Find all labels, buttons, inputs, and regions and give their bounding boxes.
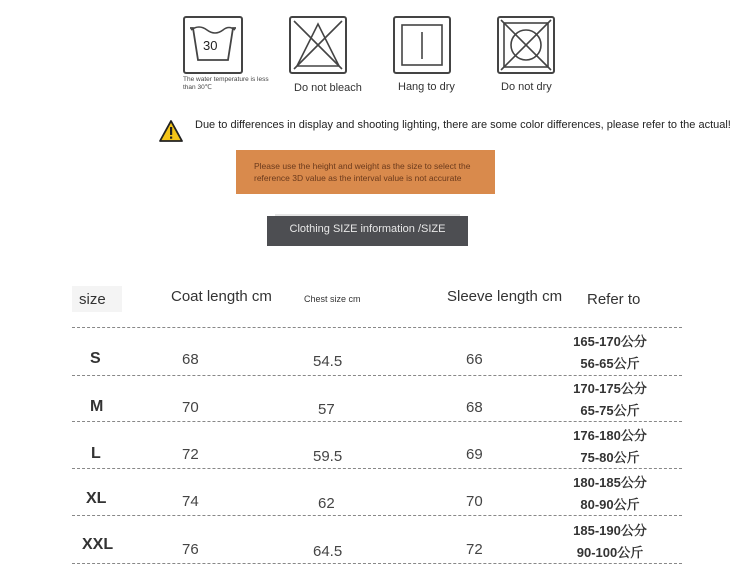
hang-to-dry-icon: [393, 16, 451, 74]
cell-refer-weight: 56-65公斤: [580, 356, 640, 371]
cell-coat-length: 74: [182, 493, 199, 510]
header-refer: Refer to: [587, 291, 641, 308]
cell-size: M: [90, 398, 104, 415]
cell-size: L: [91, 445, 101, 462]
cell-refer-height: 180-185公分: [573, 475, 647, 490]
cell-size: S: [90, 350, 101, 367]
section-title: Clothing SIZE information /SIZE: [267, 216, 468, 246]
cell-size: XXL: [82, 536, 114, 553]
cell-chest: 64.5: [313, 543, 343, 560]
cell-coat-length: 72: [182, 446, 199, 463]
hang-to-dry-label: Hang to dry: [398, 81, 455, 93]
cell-coat-length: 76: [182, 541, 199, 558]
size-notice-box: [236, 150, 495, 194]
cell-refer-weight: 80-90公斤: [580, 497, 640, 512]
row-divider: [72, 375, 682, 376]
size-notice-line-2: reference 3D value as the interval value is not accurate: [254, 173, 462, 183]
cell-coat-length: 70: [182, 399, 199, 416]
cell-sleeve-length: 69: [466, 446, 483, 463]
color-warning-text: Due to differences in display and shooting lighting, there are some color differences, please refer to the actual!: [195, 119, 731, 131]
size-notice-line-1: Please use the height and weight as the size to select the: [254, 161, 471, 171]
cell-sleeve-length: 70: [466, 493, 483, 510]
cell-refer-weight: 65-75公斤: [580, 403, 640, 418]
header-chest: Chest size cm: [304, 294, 361, 304]
cell-sleeve-length: 72: [466, 541, 483, 558]
do-not-bleach-label: Do not bleach: [294, 82, 362, 94]
cell-sleeve-length: 66: [466, 351, 483, 368]
cell-refer-height: 176-180公分: [573, 428, 647, 443]
cell-refer-height: 185-190公分: [573, 523, 647, 538]
wash-temp-number: 30: [203, 38, 218, 53]
cell-refer-height: 170-175公分: [573, 381, 647, 396]
wash-30-icon: [183, 16, 243, 74]
cell-refer-height: 165-170公分: [573, 334, 647, 349]
cell-sleeve-length: 68: [466, 399, 483, 416]
wash-note: The water temperature is less than 30℃: [183, 76, 269, 91]
cell-size: XL: [86, 490, 107, 507]
cell-chest: 59.5: [313, 448, 343, 465]
do-not-dry-icon: [497, 16, 555, 74]
header-size: size: [79, 291, 106, 308]
cell-refer-weight: 75-80公斤: [580, 450, 640, 465]
cell-refer-weight: 90-100公斤: [576, 545, 644, 560]
do-not-dry-label: Do not dry: [501, 81, 552, 93]
warning-icon: [158, 119, 184, 148]
do-not-bleach-icon: [289, 16, 347, 74]
header-sleeve-length: Sleeve length cm: [447, 288, 563, 305]
cell-chest: 54.5: [313, 353, 343, 370]
row-divider: [72, 327, 682, 328]
cell-chest: 62: [318, 495, 335, 512]
cell-coat-length: 68: [182, 351, 199, 368]
cell-chest: 57: [318, 401, 335, 418]
header-coat-length: Coat length cm: [171, 288, 272, 305]
